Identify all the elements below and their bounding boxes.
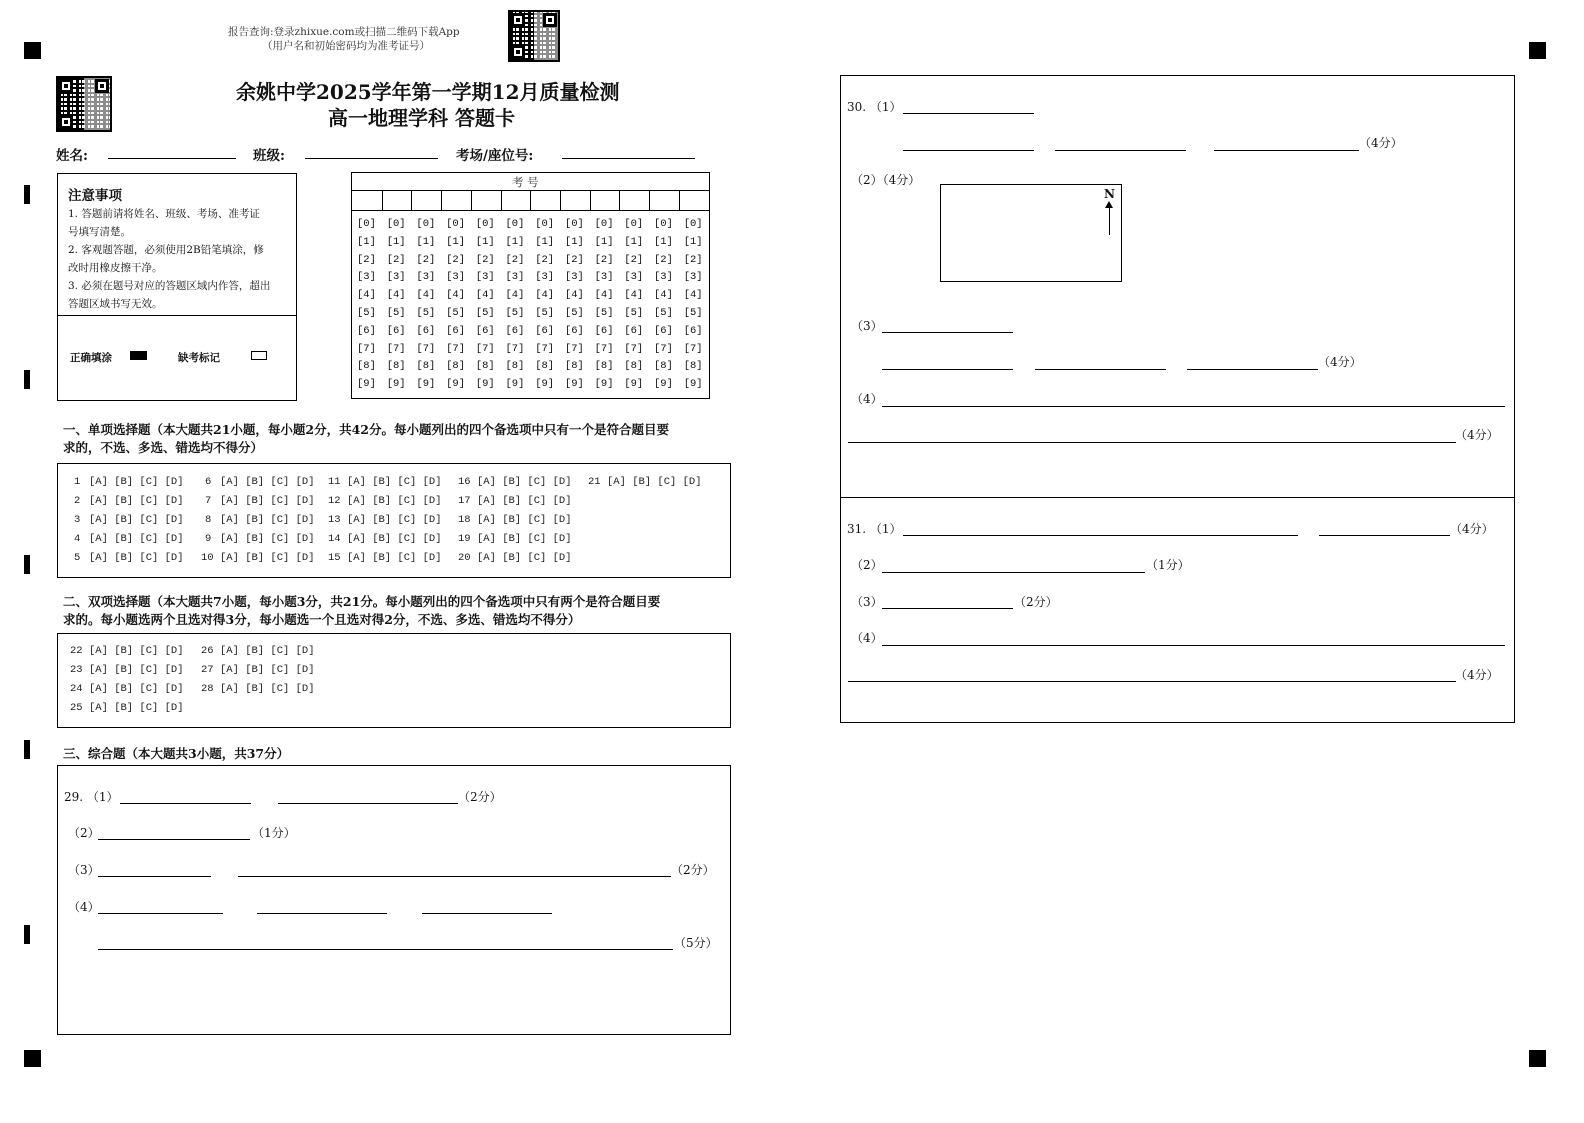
notice-box xyxy=(57,173,297,401)
question-number: 3 xyxy=(74,514,81,526)
q29-part4-blank-b[interactable] xyxy=(257,913,387,914)
exam-id-bubble[interactable]: [4] xyxy=(416,289,436,302)
exam-id-bubble[interactable]: [5] xyxy=(475,307,495,319)
exam-id-bubble[interactable]: [4] xyxy=(654,289,673,302)
q31-part1-blank-a[interactable] xyxy=(903,535,1298,536)
exam-id-bubble[interactable]: [8] xyxy=(564,360,584,373)
exam-id-bubble[interactable]: [3] xyxy=(624,271,644,284)
exam-id-bubble[interactable]: [1] xyxy=(416,235,436,248)
q30-part1-blank-a[interactable] xyxy=(903,113,1034,114)
q30-q31-divider xyxy=(841,497,1514,498)
exam-id-bubble[interactable]: [7] xyxy=(386,342,406,355)
choice-bubbles[interactable]: [A] [B] [C] [D] xyxy=(477,552,572,564)
exam-id-bubble[interactable]: [8] xyxy=(446,360,465,373)
exam-id-bubble[interactable]: [5] xyxy=(386,307,406,319)
exam-id-bubble[interactable]: [8] xyxy=(357,360,376,373)
notice-title: 注意事项 xyxy=(68,188,122,204)
exam-id-bubble[interactable]: [1] xyxy=(446,235,465,248)
absent-mark-checkbox[interactable] xyxy=(251,351,267,360)
exam-id-write-cell[interactable] xyxy=(412,191,440,209)
q31-part3-score: （2分） xyxy=(1014,595,1058,609)
question-number: 5 xyxy=(74,552,81,564)
exam-id-write-cell[interactable] xyxy=(502,191,530,209)
choice-bubbles[interactable]: [A] [B] [C] [D] xyxy=(89,664,184,676)
exam-id-bubble[interactable]: [1] xyxy=(624,235,644,248)
section1-heading: 一、单项选择题（本大题共21小题，每小题2分，共42分。每小题列出的四个备选项中只有一个是符合题目要 xyxy=(63,422,669,437)
q29-part3-blank-a[interactable] xyxy=(98,876,211,877)
q31-part2-blank[interactable] xyxy=(882,572,1145,573)
exam-id-bubble[interactable]: [6] xyxy=(416,324,436,337)
exam-id-bubble[interactable]: [1] xyxy=(654,235,673,248)
timing-mark xyxy=(24,555,30,574)
q31-part3-blank[interactable] xyxy=(882,608,1013,609)
choice-bubbles[interactable]: [A] [B] [C] [D] xyxy=(607,476,702,488)
timing-mark xyxy=(24,740,30,759)
exam-id-bubble[interactable]: [6] xyxy=(624,324,644,337)
exam-id-write-cell[interactable] xyxy=(680,191,708,209)
notice-item-1: 1. 答题前请将姓名、班级、考场、准考证 xyxy=(68,208,260,220)
section3-heading: 三、综合题（本大题共3小题，共37分） xyxy=(63,746,290,761)
correct-fill-label: 正确填涂 xyxy=(70,352,112,364)
double-choice-box xyxy=(57,633,731,728)
north-arrow-icon xyxy=(1109,205,1110,235)
right-answer-box xyxy=(840,75,1515,723)
exam-id-bubble[interactable]: [1] xyxy=(683,235,703,248)
question-number: 10 xyxy=(201,552,214,564)
exam-id-bubble[interactable]: [8] xyxy=(594,360,614,373)
exam-id-bubble[interactable]: [0] xyxy=(624,218,644,230)
q30-part3-blank-d[interactable] xyxy=(1187,369,1318,370)
q29-part4-label: （4） xyxy=(68,900,100,914)
q30-part3-score: （4分） xyxy=(1318,355,1362,369)
question-number: 25 xyxy=(70,702,83,714)
choice-bubbles[interactable]: [A] [B] [C] [D] xyxy=(220,664,315,676)
exam-id-bubble[interactable]: [3] xyxy=(535,271,555,284)
sheet-qr-code xyxy=(56,76,112,132)
exam-id-bubble[interactable]: [4] xyxy=(683,289,703,302)
exam-id-bubble[interactable]: [1] xyxy=(505,235,525,248)
exam-id-bubble[interactable]: [4] xyxy=(446,289,465,302)
section2-heading: 二、双项选择题（本大题共7小题，每小题3分，共21分。每小题列出的四个备选项中只有两个是符合题目要 xyxy=(63,594,661,609)
exam-id-bubble[interactable]: [0] xyxy=(475,218,495,230)
exam-id-write-cell[interactable] xyxy=(650,191,678,209)
q30-part1-blank-b[interactable] xyxy=(903,150,1034,151)
exam-id-write-cell[interactable] xyxy=(353,191,381,209)
choice-bubbles[interactable]: [A] [B] [C] [D] xyxy=(89,495,184,507)
question-number: 24 xyxy=(70,683,83,695)
q29-part2-blank[interactable] xyxy=(98,839,250,840)
exam-id-bubble[interactable]: [0] xyxy=(446,218,465,230)
exam-id-bubble[interactable]: [5] xyxy=(624,307,644,319)
exam-title: 余姚中学2025学年第一学期12月质量检测 xyxy=(236,80,620,104)
exam-id-write-cell[interactable] xyxy=(561,191,589,209)
choice-bubbles[interactable]: [A] [B] [C] [D] xyxy=(477,476,572,488)
exam-id-bubble[interactable]: [2] xyxy=(386,253,406,266)
exam-id-bubble[interactable]: [6] xyxy=(357,324,376,337)
exam-id-bubble[interactable]: [4] xyxy=(357,289,376,302)
choice-bubbles[interactable]: [A] [B] [C] [D] xyxy=(89,645,184,657)
exam-id-bubble[interactable]: [4] xyxy=(564,289,584,302)
exam-id-bubble[interactable]: [9] xyxy=(564,378,584,391)
exam-id-bubble[interactable]: [3] xyxy=(446,271,465,284)
exam-id-bubble[interactable]: [4] xyxy=(386,289,406,302)
exam-id-bubble[interactable]: [2] xyxy=(416,253,436,266)
exam-id-bubble[interactable]: [0] xyxy=(416,218,436,230)
exam-id-bubble[interactable]: [6] xyxy=(475,324,495,337)
question-number: 2 xyxy=(74,495,81,507)
q31-part3-label: （3） xyxy=(851,595,883,609)
exam-id-bubble[interactable]: [2] xyxy=(624,253,644,266)
exam-id-bubble[interactable]: [1] xyxy=(357,235,376,248)
exam-id-bubble[interactable]: [0] xyxy=(535,218,555,230)
exam-id-bubble[interactable]: [4] xyxy=(505,289,525,302)
question-number: 18 xyxy=(458,514,471,526)
exam-id-bubble[interactable]: [8] xyxy=(475,360,495,373)
exam-id-bubble[interactable]: [3] xyxy=(654,271,673,284)
exam-id-bubble[interactable]: [3] xyxy=(386,271,406,284)
corner-mark-top-right xyxy=(1529,42,1546,59)
q31-part1-blank-b[interactable] xyxy=(1319,535,1450,536)
choice-bubbles[interactable]: [A] [B] [C] [D] xyxy=(477,514,572,526)
q29-part3-score: （2分） xyxy=(671,863,715,877)
question-number: 1 xyxy=(74,476,81,488)
corner-mark-top-left xyxy=(24,42,41,59)
q29-part4-score: （5分） xyxy=(674,936,718,950)
q31-part2-score: （1分） xyxy=(1146,558,1190,572)
exam-id-bubble[interactable]: [0] xyxy=(357,218,376,230)
exam-id-bubble[interactable]: [3] xyxy=(505,271,525,284)
exam-id-write-cell[interactable] xyxy=(591,191,619,209)
exam-id-bubble[interactable]: [5] xyxy=(535,307,555,319)
exam-id-bubble[interactable]: [7] xyxy=(594,342,614,355)
q29-part1-label: 29. （1） xyxy=(64,790,119,804)
exam-id-bubble[interactable]: [7] xyxy=(564,342,584,355)
exam-id-bubble[interactable]: [7] xyxy=(446,342,465,355)
choice-bubbles[interactable]: [A] [B] [C] [D] xyxy=(89,476,184,488)
question-number: 27 xyxy=(201,664,214,676)
q31-part1-label: 31. （1） xyxy=(847,522,902,536)
q31-part4-blank-a[interactable] xyxy=(882,645,1505,646)
exam-id-bubble[interactable]: [5] xyxy=(594,307,614,319)
choice-bubbles[interactable]: [A] [B] [C] [D] xyxy=(89,533,184,545)
choice-bubbles[interactable]: [A] [B] [C] [D] xyxy=(347,552,442,564)
q30-part1-label: 30. （1） xyxy=(847,100,902,114)
question-number: 26 xyxy=(201,645,214,657)
exam-id-bubble[interactable]: [8] xyxy=(416,360,436,373)
exam-id-bubble[interactable]: [6] xyxy=(535,324,555,337)
exam-id-bubble[interactable]: [6] xyxy=(654,324,673,337)
exam-id-bubble[interactable]: [6] xyxy=(564,324,584,337)
q30-map-drawing-box[interactable] xyxy=(940,184,1122,282)
q29-part1-blank-b[interactable] xyxy=(278,803,458,804)
name-field[interactable] xyxy=(108,158,236,159)
notice-item-3-cont: 答题区域书写无效。 xyxy=(68,298,163,310)
exam-id-bubble[interactable]: [9] xyxy=(654,378,673,391)
exam-id-bubble[interactable]: [5] xyxy=(654,307,673,319)
north-label: N xyxy=(1104,187,1115,201)
q30-part1-score: （4分） xyxy=(1359,136,1403,150)
q29-part4-blank-d[interactable] xyxy=(98,949,673,950)
exam-id-bubble[interactable]: [0] xyxy=(505,218,525,230)
notice-item-3: 3. 必须在题号对应的答题区域内作答，超出 xyxy=(68,280,271,292)
question-number: 15 xyxy=(328,552,341,564)
timing-mark xyxy=(24,185,30,204)
exam-id-bubble[interactable]: [8] xyxy=(683,360,703,373)
q31-part2-label: （2） xyxy=(851,558,883,572)
choice-bubbles[interactable]: [A] [B] [C] [D] xyxy=(347,514,442,526)
q29-part4-blank-c[interactable] xyxy=(422,913,552,914)
q30-part4-blank-b[interactable] xyxy=(848,442,1456,443)
corner-mark-bottom-right xyxy=(1529,1050,1546,1067)
timing-mark xyxy=(24,925,30,944)
class-field[interactable] xyxy=(305,158,438,159)
question-number: 20 xyxy=(458,552,471,564)
exam-id-bubble[interactable]: [8] xyxy=(386,360,406,373)
choice-bubbles[interactable]: [A] [B] [C] [D] xyxy=(89,514,184,526)
exam-id-title: 考 号 xyxy=(512,175,539,189)
section2-heading-cont: 求的。每小题选两个且选对得3分，每小题选一个且选对得2分，不选、多选、错选均不得分） xyxy=(63,612,581,627)
exam-id-bubble[interactable]: [1] xyxy=(564,235,584,248)
exam-id-bubble[interactable]: [5] xyxy=(505,307,525,319)
exam-id-bubble[interactable]: [6] xyxy=(505,324,525,337)
exam-id-bubble[interactable]: [2] xyxy=(535,253,555,266)
exam-id-write-cell[interactable] xyxy=(531,191,559,209)
exam-id-bubble[interactable]: [9] xyxy=(475,378,495,391)
exam-id-bubble[interactable]: [8] xyxy=(654,360,673,373)
timing-mark xyxy=(24,370,30,389)
exam-id-bubble[interactable]: [6] xyxy=(446,324,465,337)
choice-bubbles[interactable]: [A] [B] [C] [D] xyxy=(220,533,315,545)
choice-bubbles[interactable]: [A] [B] [C] [D] xyxy=(477,495,572,507)
exam-id-bubble[interactable]: [9] xyxy=(624,378,644,391)
exam-id-bubble[interactable]: [7] xyxy=(624,342,644,355)
exam-id-bubble[interactable]: [6] xyxy=(386,324,406,337)
exam-id-bubble[interactable]: [7] xyxy=(475,342,495,355)
exam-id-write-cell[interactable] xyxy=(620,191,648,209)
exam-id-bubble[interactable]: [2] xyxy=(564,253,584,266)
absent-mark-label: 缺考标记 xyxy=(178,352,220,364)
exam-id-bubble[interactable]: [2] xyxy=(683,253,703,266)
exam-id-bubble[interactable]: [7] xyxy=(416,342,436,355)
q29-part2-score: （1分） xyxy=(252,826,296,840)
exam-subtitle: 高一地理学科 答题卡 xyxy=(328,106,515,130)
q30-part4-blank-a[interactable] xyxy=(882,406,1505,407)
q31-part1-score: （4分） xyxy=(1450,522,1494,536)
exam-id-bubble[interactable]: [5] xyxy=(564,307,584,319)
exam-id-bubble[interactable]: [3] xyxy=(683,271,703,284)
exam-id-bubble[interactable]: [9] xyxy=(505,378,525,391)
exam-id-bubble[interactable]: [9] xyxy=(416,378,436,391)
choice-bubbles[interactable]: [A] [B] [C] [D] xyxy=(89,552,184,564)
exam-id-bubble[interactable]: [7] xyxy=(535,342,555,355)
q29-part2-label: （2） xyxy=(68,826,100,840)
exam-id-bubble[interactable]: [4] xyxy=(624,289,644,302)
exam-id-bubble[interactable]: [7] xyxy=(505,342,525,355)
exam-id-bubble[interactable]: [5] xyxy=(683,307,703,319)
section1-heading-cont: 求的，不选、多选、错选均不得分） xyxy=(63,440,264,455)
exam-id-bubble[interactable]: [4] xyxy=(594,289,614,302)
question-number: 23 xyxy=(70,664,83,676)
exam-id-write-cell[interactable] xyxy=(472,191,500,209)
q29-part1-score: （2分） xyxy=(458,790,502,804)
exam-id-bubble[interactable]: [2] xyxy=(594,253,614,266)
q30-part3-blank-b[interactable] xyxy=(882,369,1013,370)
exam-id-write-cell[interactable] xyxy=(442,191,470,209)
exam-id-bubble[interactable]: [9] xyxy=(386,378,406,391)
notice-item-1-cont: 号填写清楚。 xyxy=(68,226,131,238)
exam-id-bubble[interactable]: [4] xyxy=(535,289,555,302)
q31-part4-blank-b[interactable] xyxy=(848,681,1456,682)
correct-fill-sample xyxy=(130,351,147,360)
question-number: 4 xyxy=(74,533,81,545)
report-query-line: 报告查询:登录zhixue.com或扫描二维码下载App xyxy=(228,26,460,38)
exam-id-bubble[interactable]: [2] xyxy=(654,253,673,266)
q29-part3-label: （3） xyxy=(68,863,100,877)
question-number: 6 xyxy=(205,476,212,488)
question-number: 13 xyxy=(328,514,341,526)
exam-id-bubble[interactable]: [7] xyxy=(654,342,673,355)
exam-id-bubble[interactable]: [5] xyxy=(416,307,436,319)
choice-bubbles[interactable]: [A] [B] [C] [D] xyxy=(347,533,442,545)
exam-id-bubble[interactable]: [6] xyxy=(683,324,703,337)
q31-part4-score: （4分） xyxy=(1455,668,1499,682)
q30-part4-score: （4分） xyxy=(1455,428,1499,442)
question-number: 28 xyxy=(201,683,214,695)
room-seat-label: 考场/座位号: xyxy=(456,148,534,164)
q30-part3-label: （3） xyxy=(851,319,883,333)
exam-id-bubble[interactable]: [9] xyxy=(594,378,614,391)
choice-bubbles[interactable]: [A] [B] [C] [D] xyxy=(220,645,315,657)
corner-mark-bottom-left xyxy=(24,1050,41,1067)
question-number: 8 xyxy=(205,514,212,526)
exam-id-bubble[interactable]: [0] xyxy=(683,218,703,230)
q30-part3-blank-c[interactable] xyxy=(1035,369,1166,370)
q30-part4-label: （4） xyxy=(851,392,883,406)
question-number: 22 xyxy=(70,645,83,657)
choice-bubbles[interactable]: [A] [B] [C] [D] xyxy=(220,495,315,507)
exam-id-bubble[interactable]: [1] xyxy=(535,235,555,248)
question-number: 19 xyxy=(458,533,471,545)
q29-part1-blank-a[interactable] xyxy=(120,803,251,804)
exam-id-bubble[interactable]: [2] xyxy=(475,253,495,266)
exam-id-bubble[interactable]: [5] xyxy=(357,307,376,319)
question-number: 9 xyxy=(205,533,212,545)
choice-bubbles[interactable]: [A] [B] [C] [D] xyxy=(220,552,315,564)
q30-part2-label: （2）（4分） xyxy=(851,173,921,187)
choice-bubbles[interactable]: [A] [B] [C] [D] xyxy=(89,683,184,695)
exam-id-bubble[interactable]: [2] xyxy=(505,253,525,266)
exam-id-bubble[interactable]: [0] xyxy=(386,218,406,230)
exam-id-bubble[interactable]: [3] xyxy=(475,271,495,284)
exam-id-bubble[interactable]: [4] xyxy=(475,289,495,302)
question-number: 11 xyxy=(328,476,341,488)
choice-bubbles[interactable]: [A] [B] [C] [D] xyxy=(89,702,184,714)
exam-id-bubble[interactable]: [2] xyxy=(446,253,465,266)
exam-id-bubble[interactable]: [8] xyxy=(624,360,644,373)
exam-id-bubble[interactable]: [8] xyxy=(535,360,555,373)
question-number: 21 xyxy=(588,476,601,488)
exam-id-bubble[interactable]: [9] xyxy=(357,378,376,391)
name-label: 姓名: xyxy=(56,148,88,164)
question-number: 12 xyxy=(328,495,341,507)
exam-id-bubble[interactable]: [1] xyxy=(475,235,495,248)
exam-id-bubble[interactable]: [3] xyxy=(416,271,436,284)
notice-item-2-cont: 改时用橡皮擦干净。 xyxy=(68,262,163,274)
exam-id-write-cell[interactable] xyxy=(383,191,411,209)
exam-id-bubble[interactable]: [6] xyxy=(594,324,614,337)
app-qr-code[interactable] xyxy=(508,10,560,62)
choice-bubbles[interactable]: [A] [B] [C] [D] xyxy=(477,533,572,545)
north-arrow-head-icon xyxy=(1105,201,1113,208)
choice-bubbles[interactable]: [A] [B] [C] [D] xyxy=(220,683,315,695)
room-seat-field[interactable] xyxy=(562,158,695,159)
choice-bubbles[interactable]: [A] [B] [C] [D] xyxy=(347,495,442,507)
exam-id-bubble[interactable]: [9] xyxy=(535,378,555,391)
choice-bubbles[interactable]: [A] [B] [C] [D] xyxy=(220,514,315,526)
exam-id-bubble[interactable]: [7] xyxy=(357,342,376,355)
question-number: 17 xyxy=(458,495,471,507)
exam-id-grid xyxy=(351,172,710,399)
exam-id-bubble[interactable]: [3] xyxy=(357,271,376,284)
exam-id-bubble[interactable]: [7] xyxy=(683,342,703,355)
exam-id-bubble[interactable]: [2] xyxy=(357,253,376,266)
exam-id-bubble[interactable]: [8] xyxy=(505,360,525,373)
choice-bubbles[interactable]: [A] [B] [C] [D] xyxy=(220,476,315,488)
exam-id-bubble[interactable]: [3] xyxy=(594,271,614,284)
exam-id-bubble[interactable]: [9] xyxy=(683,378,703,391)
q29-answer-box xyxy=(57,765,731,1035)
q29-part3-blank-b[interactable] xyxy=(238,876,671,877)
q29-part4-blank-a[interactable] xyxy=(98,913,223,914)
q31-part4-label: （4） xyxy=(851,631,883,645)
question-number: 16 xyxy=(458,476,471,488)
exam-id-bubble[interactable]: [1] xyxy=(594,235,614,248)
question-number: 7 xyxy=(205,495,212,507)
question-number: 14 xyxy=(328,533,341,545)
exam-id-bubble[interactable]: [3] xyxy=(564,271,584,284)
q30-part3-blank-a[interactable] xyxy=(882,332,1013,333)
exam-id-bubble[interactable]: [0] xyxy=(594,218,614,230)
q30-part1-blank-d[interactable] xyxy=(1214,150,1359,151)
exam-id-bubble[interactable]: [1] xyxy=(386,235,406,248)
single-choice-box xyxy=(57,463,731,578)
exam-id-bubble[interactable]: [5] xyxy=(446,307,465,319)
q30-part1-blank-c[interactable] xyxy=(1055,150,1186,151)
choice-bubbles[interactable]: [A] [B] [C] [D] xyxy=(347,476,442,488)
class-label: 班级: xyxy=(253,148,285,164)
notice-item-2: 2. 客观题答题，必须使用2B铅笔填涂，修 xyxy=(68,244,264,256)
exam-id-bubble[interactable]: [0] xyxy=(654,218,673,230)
exam-id-bubble[interactable]: [0] xyxy=(564,218,584,230)
exam-id-bubble[interactable]: [9] xyxy=(446,378,465,391)
report-query-note: （用户名和初始密码均为准考证号） xyxy=(262,40,430,52)
